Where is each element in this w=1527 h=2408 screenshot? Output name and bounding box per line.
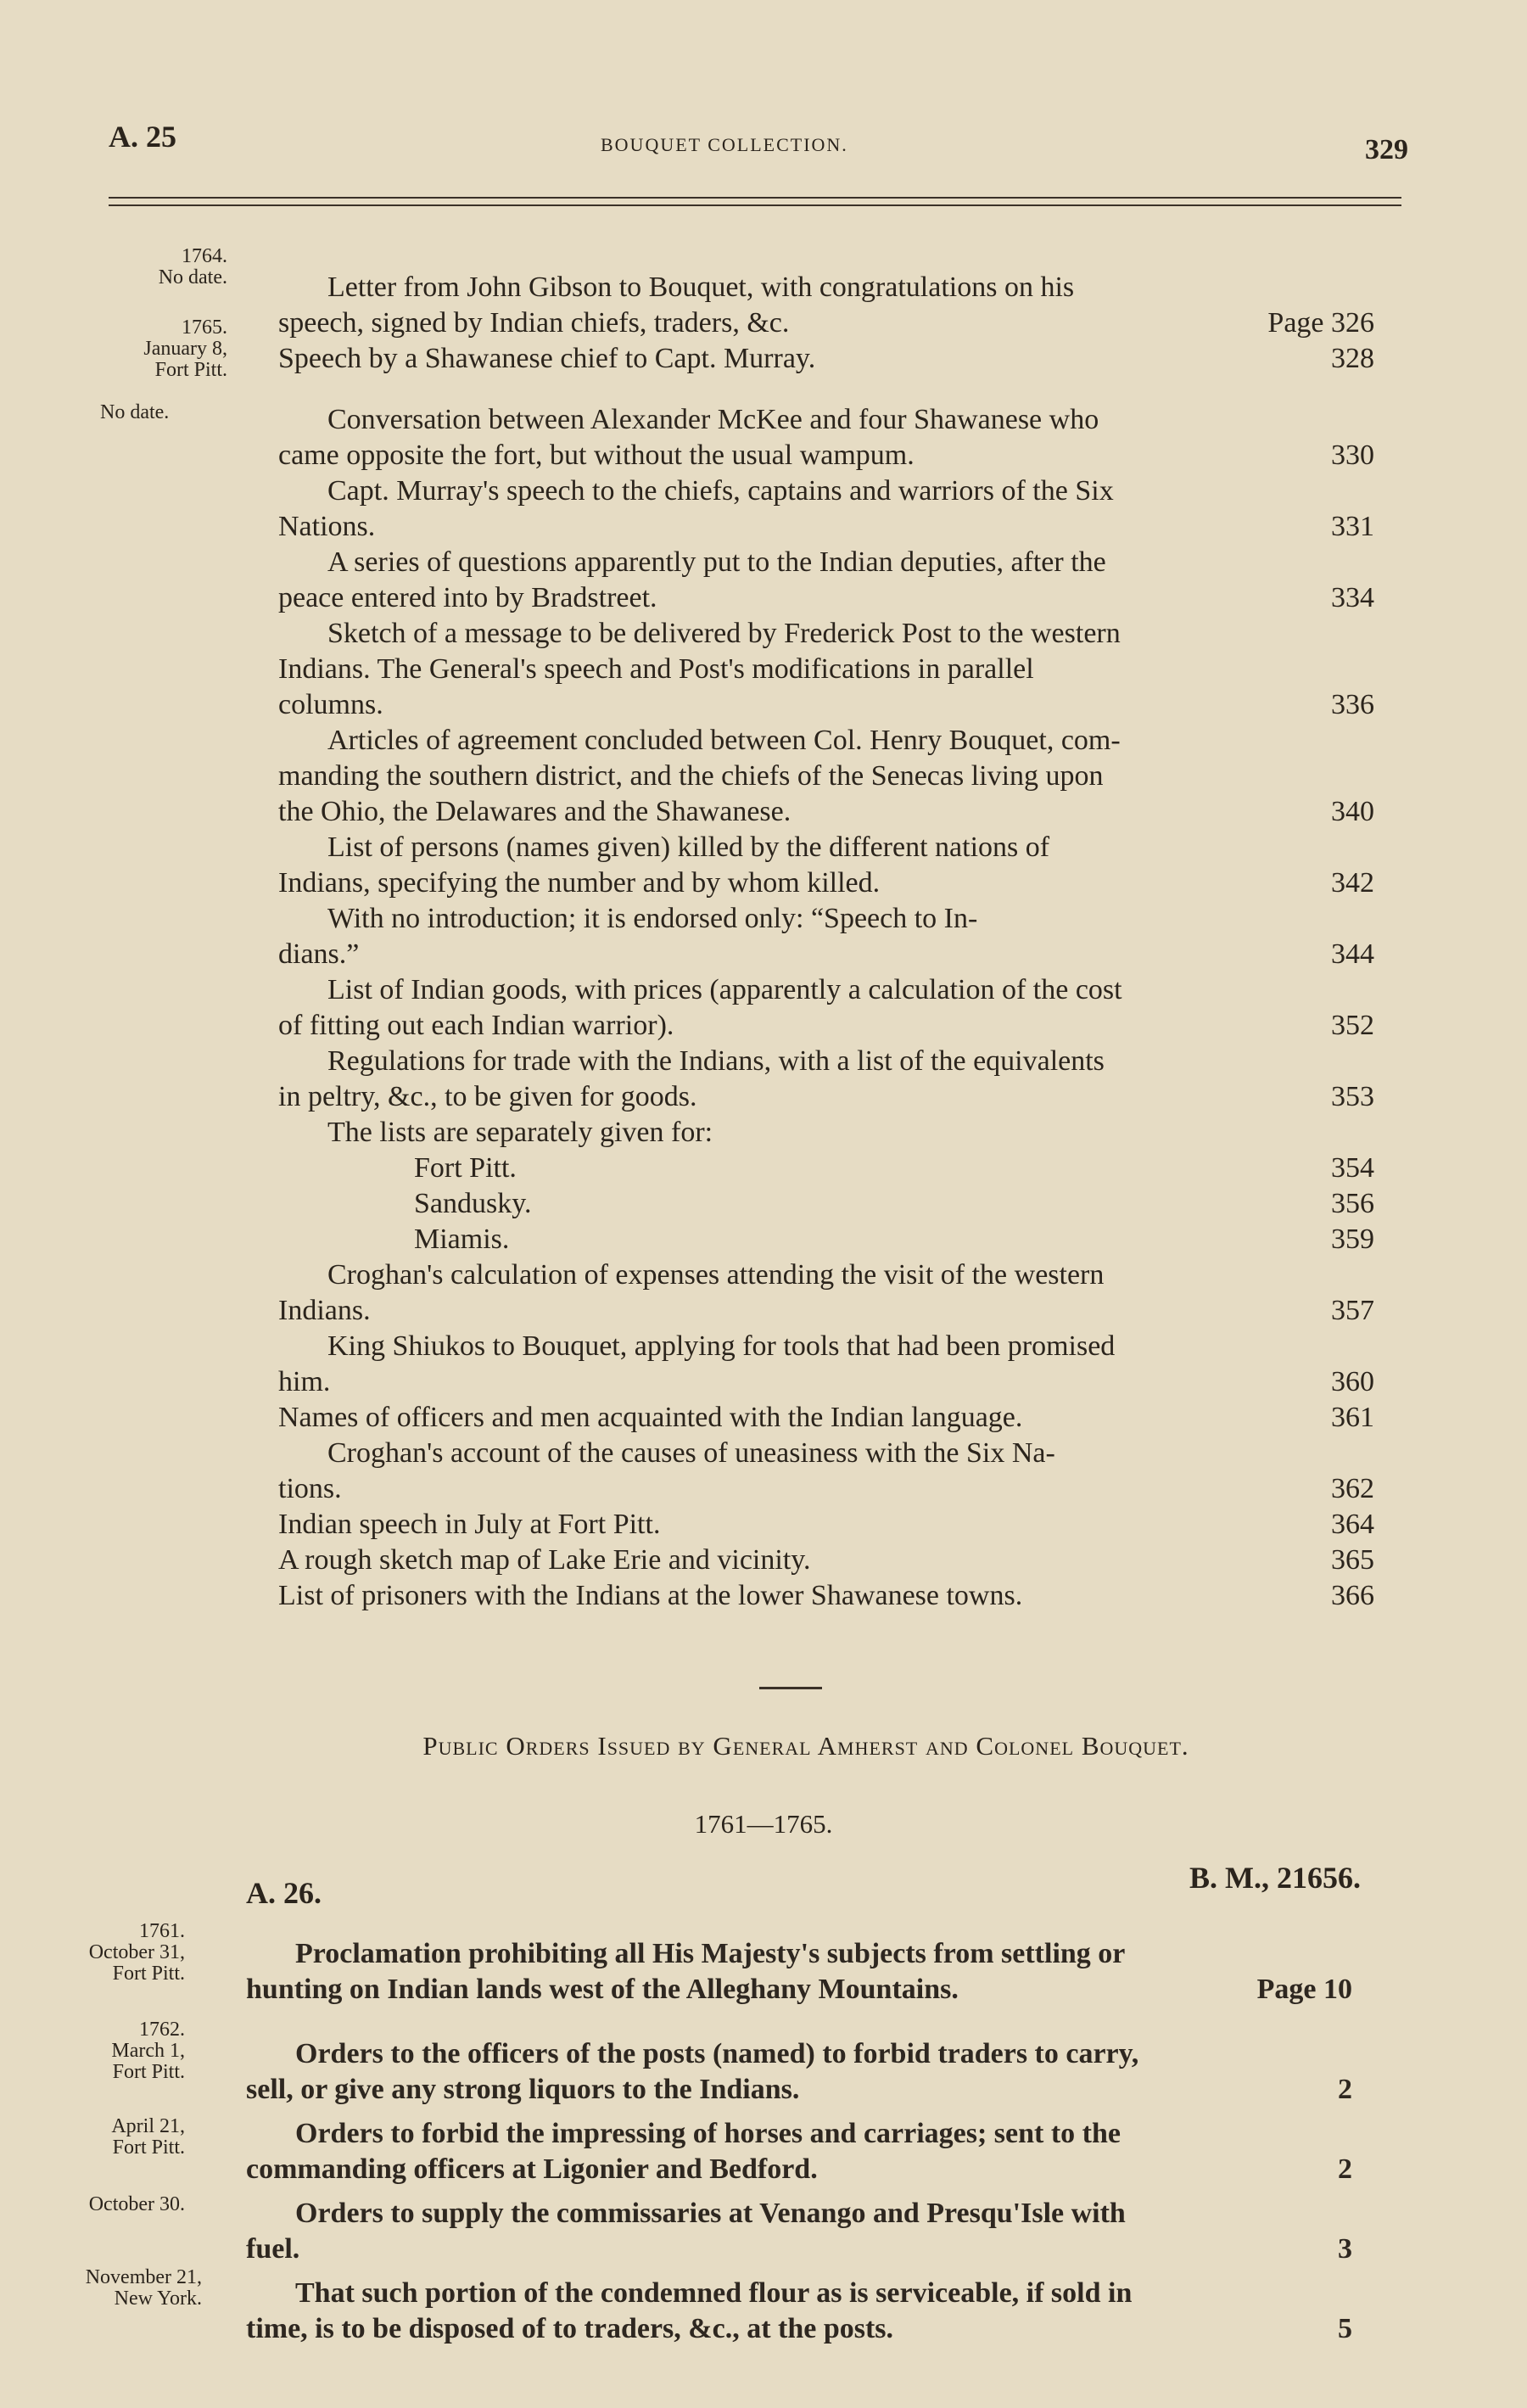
- entry-page: 361: [1331, 1402, 1374, 1433]
- entry-page: 330: [1331, 440, 1374, 471]
- collection-number: A. 25: [109, 120, 176, 154]
- catalog-entry: King Shiukos to Bouquet, applying for tools that had been promised him. 360: [278, 1329, 1374, 1400]
- header-rule: [109, 197, 1401, 206]
- entry-page: 340: [1331, 796, 1374, 827]
- catalog-entry: Croghan's calculation of expenses attending the visit of the western Indians. 357: [278, 1257, 1374, 1329]
- entry-page: Page 326: [1267, 307, 1374, 339]
- margin-date-october: October 30.: [88, 2193, 185, 2215]
- catalog-entry: A series of questions apparently put to the Indian deputies, after the peace entered into by Bradstreet. 334: [278, 545, 1374, 616]
- order-entry: Orders to the officers of the posts (named) to forbid traders to carry, sell, or give any strong liquors to the Indians. 2: [246, 2036, 1352, 2108]
- entry-page: 2: [1338, 2153, 1352, 2185]
- entry-page: 5: [1338, 2313, 1352, 2344]
- order-entry: Orders to forbid the impressing of horses and carriages; sent to the commanding officers at Ligonier and Bedford. 2: [246, 2116, 1352, 2187]
- running-title: BOUQUET COLLECTION.: [601, 134, 848, 155]
- catalog-entry: Articles of agreement concluded between Col. Henry Bouquet, com- manding the southern district, and the chiefs of the Senecas living upon the Ohio, the Delawares and the Shawanese. 340: [278, 723, 1374, 830]
- entry-page: 344: [1331, 938, 1374, 970]
- entry-page: 2: [1338, 2074, 1352, 2105]
- list-item: Sandusky.: [414, 1188, 532, 1219]
- catalog-entry: Speech by a Shawanese chief to Capt. Murray. 328: [278, 341, 1374, 377]
- entry-page: 366: [1331, 1580, 1374, 1611]
- order-entry: Orders to supply the commissaries at Venango and Presqu'Isle with fuel. 3: [246, 2196, 1352, 2267]
- entry-page: 328: [1331, 343, 1374, 374]
- catalog-entry: Croghan's account of the causes of uneasiness with the Six Na- tions. 362: [278, 1436, 1374, 1507]
- margin-date-november: November 21, New York.: [85, 2266, 202, 2310]
- catalog-entry: Indian speech in July at Fort Pitt. 364: [278, 1507, 1374, 1543]
- page-header: [109, 119, 1408, 170]
- list-item: Miamis.: [414, 1224, 510, 1255]
- catalog-entry: List of Indian goods, with prices (apparently a calculation of the cost of fitting out each Indian warrior). 352: [278, 972, 1374, 1044]
- entry-page: 342: [1331, 867, 1374, 899]
- section-reference: B. M., 21656.: [1189, 1861, 1361, 1895]
- entry-page: 364: [1331, 1509, 1374, 1540]
- margin-date-1762: 1762. March 1, Fort Pitt.: [111, 2019, 185, 2083]
- entry-page: Page 10: [1256, 1974, 1352, 2005]
- catalog-entry: Sketch of a message to be delivered by Frederick Post to the western Indians. The General's speech and Post's modifications in parallel columns. 336: [278, 616, 1374, 723]
- entry-page: 365: [1331, 1544, 1374, 1576]
- entry-page: 362: [1331, 1473, 1374, 1504]
- catalog-entry: Regulations for trade with the Indians, with a list of the equivalents in peltry, &c., to be given for goods. 353: [278, 1044, 1374, 1115]
- entry-page: 360: [1331, 1366, 1374, 1397]
- margin-date-1761: 1761. October 31, Fort Pitt.: [88, 1920, 185, 1985]
- entry-page: 354: [1331, 1152, 1374, 1184]
- list-item: Fort Pitt.: [414, 1152, 517, 1184]
- margin-no-date: No date.: [100, 401, 170, 423]
- entry-page: 359: [1331, 1224, 1374, 1255]
- catalog-entry: The lists are separately given for: Fort Pitt. 354 Sandusky. 356 Miamis. 359: [278, 1115, 1374, 1257]
- catalog-entry: List of persons (names given) killed by the different nations of Indians, specifying the number and by whom killed. 342: [278, 830, 1374, 901]
- catalog-entry: Capt. Murray's speech to the chiefs, captains and warriors of the Six Nations. 331: [278, 473, 1374, 545]
- entry-page: 336: [1331, 689, 1374, 720]
- entry-page: 356: [1331, 1188, 1374, 1219]
- entry-page: 334: [1331, 582, 1374, 613]
- order-entry: That such portion of the condemned flour as is serviceable, if sold in time, is to be disposed of to traders, &c., at the posts. 5: [246, 2276, 1352, 2347]
- section-years: 1761—1765.: [694, 1809, 833, 1839]
- section-divider: [759, 1687, 822, 1689]
- entry-page: 352: [1331, 1010, 1374, 1041]
- catalog-entry: A rough sketch map of Lake Erie and vicinity. 365: [278, 1543, 1374, 1578]
- entry-page: 357: [1331, 1295, 1374, 1326]
- page-number: 329: [1365, 134, 1408, 165]
- catalog-entry: Names of officers and men acquainted with the Indian language. 361: [278, 1400, 1374, 1436]
- margin-date-1765: 1765. January 8, Fort Pitt.: [143, 316, 227, 381]
- catalog-entry: Conversation between Alexander McKee and four Shawanese who came opposite the fort, but without the usual wampum. 330: [278, 402, 1374, 473]
- entry-page: 3: [1338, 2233, 1352, 2265]
- margin-date-april: April 21, Fort Pitt.: [111, 2115, 185, 2159]
- catalog-entry: List of prisoners with the Indians at the lower Shawanese towns. 366: [278, 1578, 1374, 1614]
- catalog-entry: With no introduction; it is endorsed only: “Speech to In- dians.” 344: [278, 901, 1374, 972]
- order-entry: Proclamation prohibiting all His Majesty's subjects from settling or hunting on Indian lands west of the Alleghany Mountains. Page 10: [246, 1936, 1352, 2008]
- catalog-entry: Letter from John Gibson to Bouquet, with congratulations on his speech, signed by Indian chiefs, traders, &c. Page 326: [278, 270, 1374, 341]
- section-title: Public Orders Issued by General Amherst and Colonel Bouquet.: [422, 1731, 1189, 1761]
- section-label: A. 26.: [246, 1876, 322, 1910]
- entry-page: 353: [1331, 1081, 1374, 1112]
- margin-date-1764: 1764. No date.: [158, 245, 227, 288]
- entry-page: 331: [1331, 511, 1374, 542]
